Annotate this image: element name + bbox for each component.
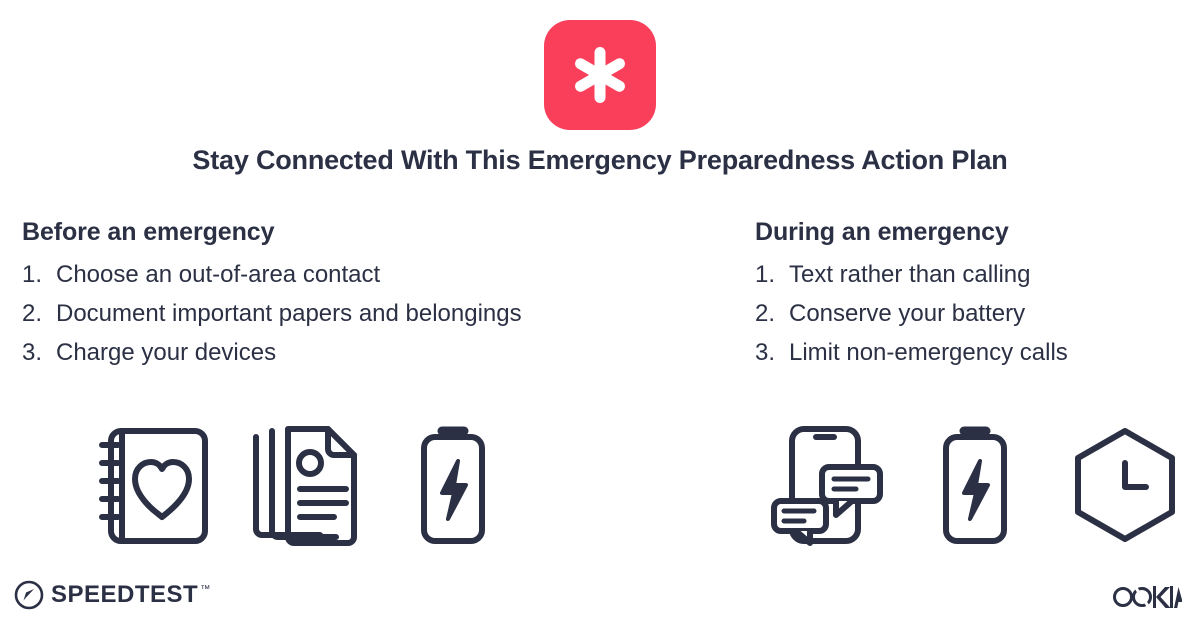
icon-strip bbox=[0, 418, 1200, 558]
icon-slot bbox=[900, 418, 1050, 553]
list-item bbox=[22, 255, 755, 294]
footer bbox=[0, 568, 1200, 630]
icon-group-during bbox=[750, 418, 1200, 553]
column-before-emergency bbox=[0, 218, 755, 372]
list-item-label: Charge your devices bbox=[56, 339, 277, 366]
icon-slot bbox=[228, 418, 378, 553]
page-title: Stay Connected With This Emergency Preparedness Action Plan bbox=[192, 145, 1008, 175]
ookla-logo bbox=[1112, 584, 1182, 615]
battery-bolt-icon bbox=[414, 423, 492, 549]
list-item-number: 3. bbox=[755, 339, 776, 366]
list-item-label: Choose an out-of-area contact bbox=[56, 261, 381, 288]
asterisk-icon bbox=[569, 44, 631, 106]
column-during-emergency bbox=[755, 218, 1200, 372]
steps-list-before bbox=[22, 255, 755, 372]
speedtest-trademark: ™ bbox=[200, 584, 211, 595]
speedtest-badge bbox=[544, 20, 656, 130]
icon-slot bbox=[750, 418, 900, 553]
list-item-label: Conserve your battery bbox=[789, 300, 1026, 327]
list-item-number: 2. bbox=[755, 300, 776, 327]
list-item bbox=[755, 255, 1200, 294]
speedtest-gauge-icon bbox=[14, 580, 44, 610]
list-item-number: 3. bbox=[22, 339, 43, 366]
speedtest-logo bbox=[14, 580, 210, 610]
list-item-label: Document important papers and belongings bbox=[56, 300, 522, 327]
logo-badge-container bbox=[0, 20, 1200, 130]
phone-message-icon bbox=[766, 423, 884, 549]
list-item bbox=[755, 294, 1200, 333]
ookla-wordmark-icon bbox=[1112, 584, 1182, 610]
icon-slot bbox=[378, 418, 528, 553]
clock-hexagon-icon bbox=[1064, 423, 1186, 549]
list-item bbox=[22, 294, 755, 333]
column-heading-before: Before an emergency bbox=[22, 218, 275, 246]
list-item bbox=[22, 333, 755, 372]
content-columns bbox=[0, 218, 1200, 372]
notebook-heart-icon bbox=[94, 423, 212, 549]
column-heading-during: During an emergency bbox=[755, 218, 1009, 246]
battery-bolt-icon bbox=[936, 423, 1014, 549]
documents-stack-icon bbox=[244, 423, 362, 549]
list-item-number: 2. bbox=[22, 300, 43, 327]
icon-slot bbox=[78, 418, 228, 553]
list-item-number: 1. bbox=[755, 261, 776, 288]
list-item-label: Text rather than calling bbox=[789, 261, 1031, 288]
list-item bbox=[755, 333, 1200, 372]
icon-group-before bbox=[78, 418, 528, 553]
list-item-label: Limit non-emergency calls bbox=[789, 339, 1068, 366]
icon-slot bbox=[1050, 418, 1200, 553]
list-item-number: 1. bbox=[22, 261, 43, 288]
speedtest-wordmark: SPEEDTEST bbox=[51, 581, 199, 608]
steps-list-during bbox=[755, 255, 1200, 372]
